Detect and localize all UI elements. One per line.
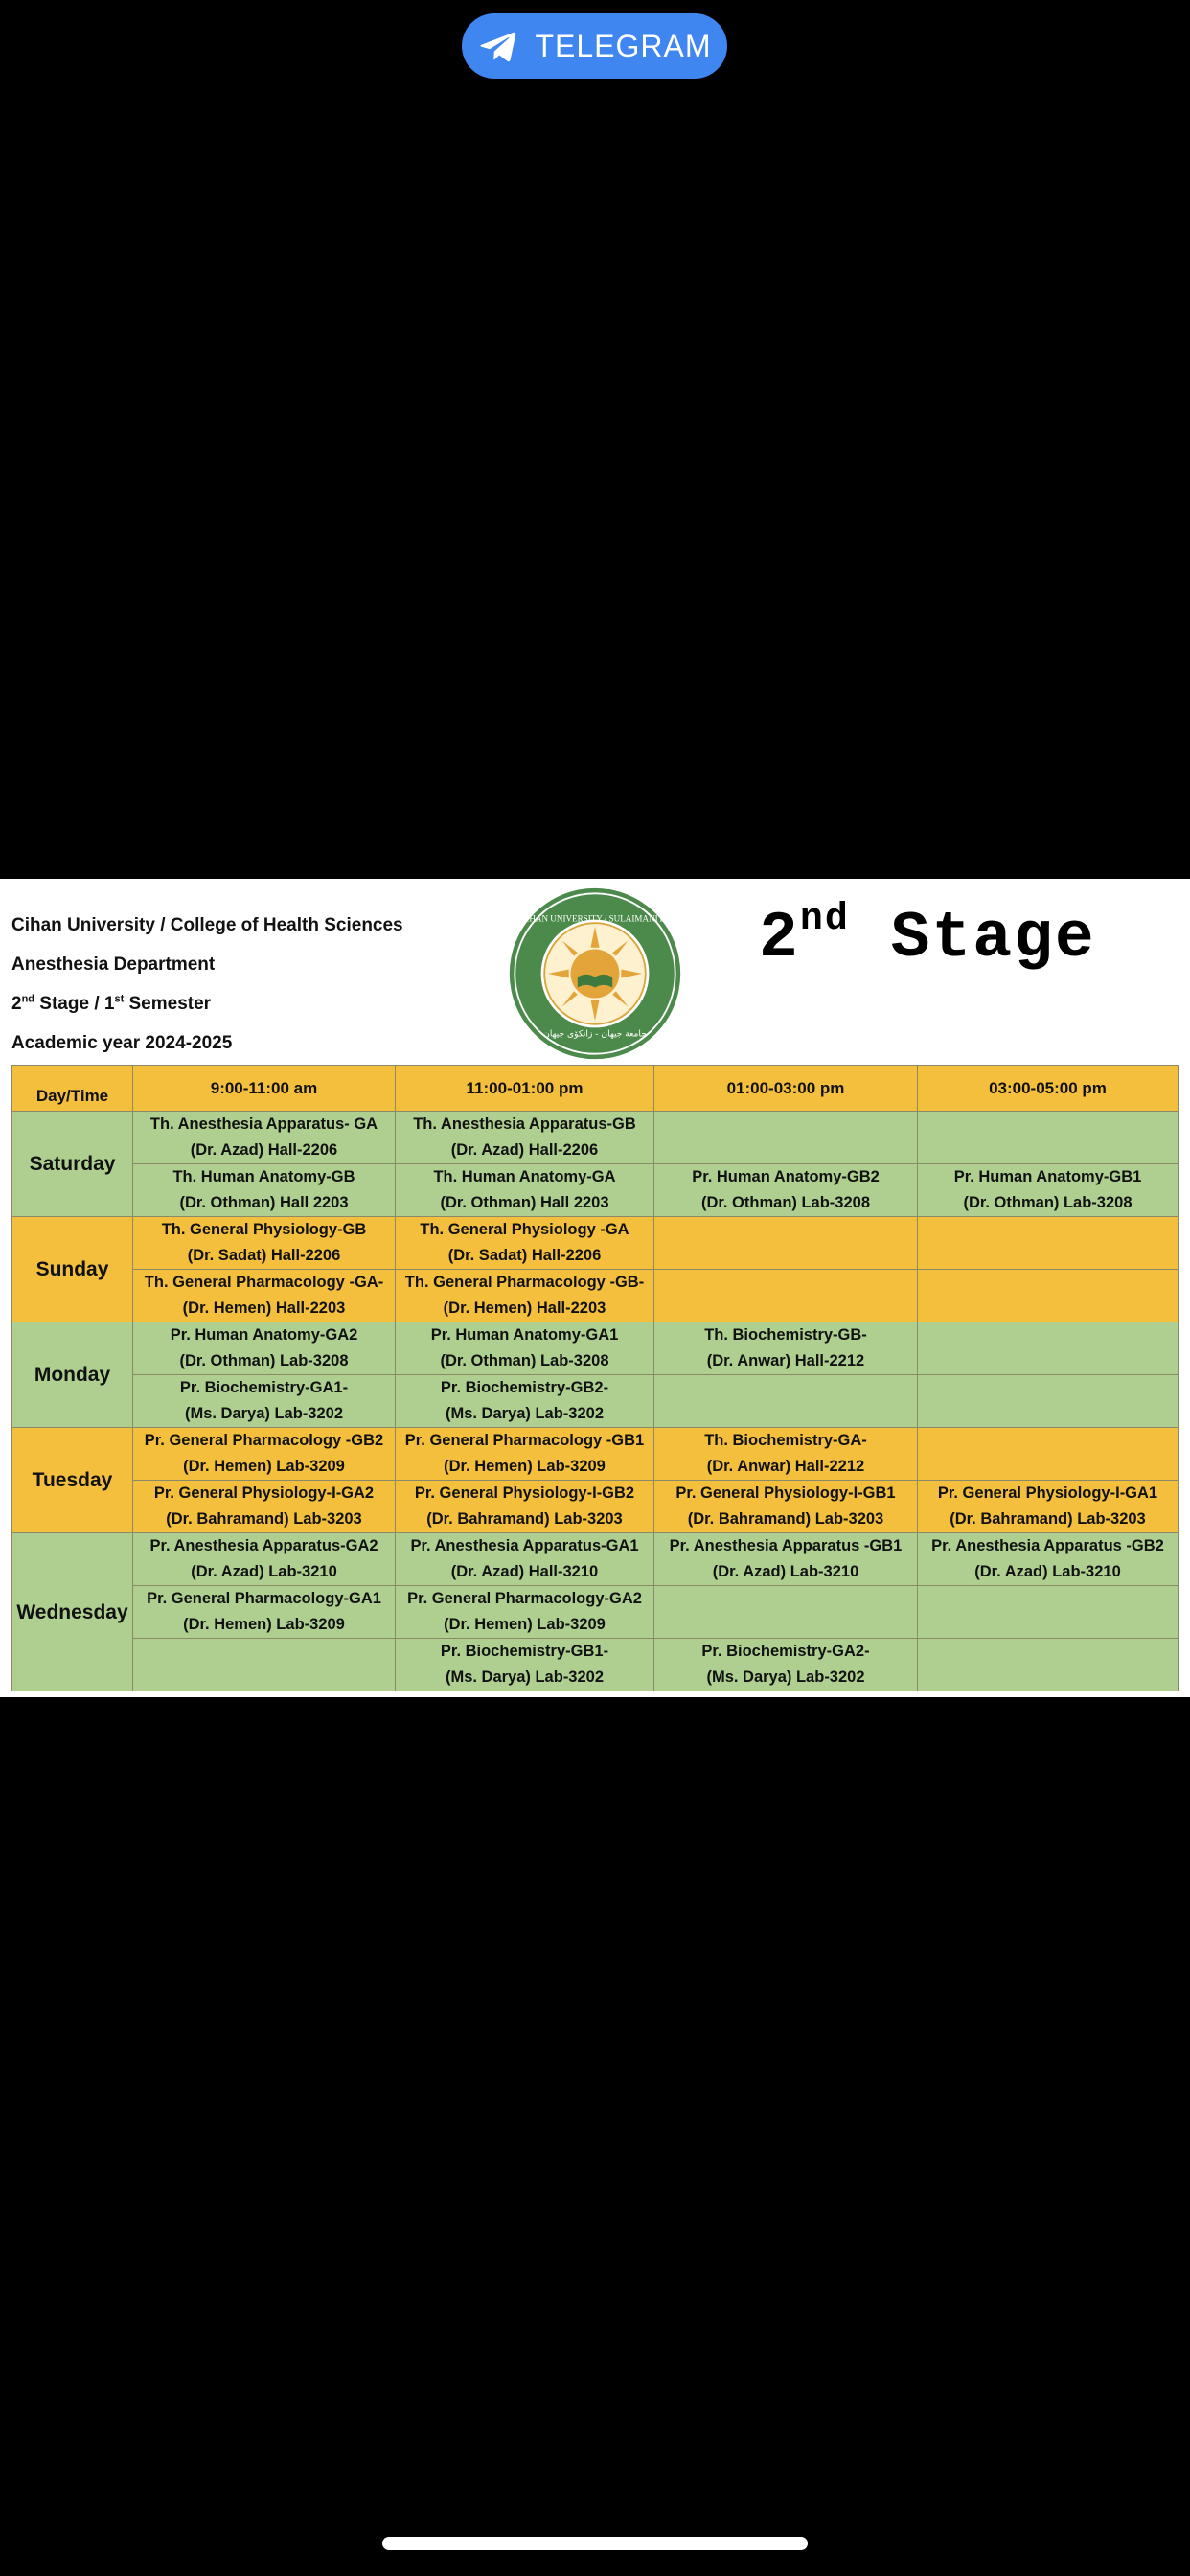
schedule-cell (133, 1533, 396, 1586)
schedule-cell (918, 1586, 1179, 1639)
course-title: Th. Human Anatomy-GB (172, 1168, 355, 1185)
schedule-cell (918, 1428, 1179, 1481)
schedule-image (0, 879, 1190, 1697)
schedule-cell (396, 1270, 654, 1322)
university-line: Cihan University / College of Health Sciences (11, 915, 403, 935)
header-cell: 9:00-11:00 am (133, 1066, 396, 1112)
instructor-room: (Dr. Othman) Lab-3208 (440, 1352, 609, 1369)
course-title: Pr. General Pharmacology-GA2 (407, 1590, 642, 1607)
schedule-cell (133, 1375, 396, 1428)
schedule-cell (918, 1481, 1179, 1533)
schedule-table (11, 1065, 1179, 1691)
course-title: Th. General Pharmacology -GB- (404, 1274, 645, 1291)
instructor-room: (Dr. Azad) Lab-3210 (191, 1563, 337, 1580)
schedule-cell (918, 1112, 1179, 1164)
schedule-cell (133, 1639, 396, 1691)
table-row (12, 1270, 1179, 1322)
document-header (11, 906, 403, 1063)
schedule-cell (396, 1481, 654, 1533)
instructor-room: (Dr. Othman) Hall 2203 (179, 1194, 349, 1211)
academic-year-line: Academic year 2024-2025 (11, 1033, 233, 1053)
schedule-cell (396, 1112, 654, 1164)
course-title: Pr. General Physiology-I-GB1 (675, 1484, 896, 1502)
schedule-cell (654, 1217, 918, 1270)
course-title: Pr. Biochemistry-GB2- (440, 1379, 609, 1396)
table-row (12, 1322, 1179, 1375)
instructor-room: (Dr. Bahramand) Lab-3203 (687, 1510, 884, 1528)
instructor-room: (Dr. Othman) Hall 2203 (440, 1194, 609, 1211)
course-title: Th. Anesthesia Apparatus-GB (413, 1116, 636, 1133)
course-title: Th. Human Anatomy-GA (433, 1168, 616, 1185)
schedule-cell (396, 1322, 654, 1375)
table-row (12, 1533, 1179, 1586)
course-title: Pr. Anesthesia Apparatus -GB1 (669, 1537, 903, 1554)
header-cell: 03:00-05:00 pm (918, 1066, 1179, 1112)
schedule-cell (654, 1586, 918, 1639)
instructor-room: (Ms. Darya) Lab-3202 (445, 1405, 605, 1422)
instructor-room: (Dr. Azad) Lab-3210 (974, 1563, 1121, 1580)
day-cell: Monday (12, 1322, 133, 1428)
course-title: Pr. General Pharmacology-GA1 (147, 1590, 381, 1607)
course-title: Th. Biochemistry-GB- (704, 1326, 867, 1344)
instructor-room: (Dr. Hemen) Lab-3209 (183, 1458, 345, 1475)
schedule-cell (918, 1639, 1179, 1691)
schedule-cell (654, 1481, 918, 1533)
course-title: Th. General Physiology -GA (420, 1221, 629, 1238)
course-title: Th. Anesthesia Apparatus- GA (149, 1116, 378, 1133)
schedule-cell (396, 1533, 654, 1586)
schedule-cell (918, 1164, 1179, 1217)
instructor-room: (Dr. Hemen) Lab-3209 (183, 1616, 345, 1633)
header-cell: 11:00-01:00 pm (396, 1066, 654, 1112)
instructor-room: (Dr. Hemen) Lab-3209 (444, 1616, 606, 1633)
table-row (12, 1481, 1179, 1533)
instructor-room: (Dr. Sadat) Hall-2206 (447, 1247, 602, 1264)
instructor-room: (Dr. Hemen) Hall-2203 (182, 1300, 346, 1317)
table-header-row (12, 1066, 1179, 1112)
instructor-room: (Ms. Darya) Lab-3202 (445, 1668, 605, 1686)
home-indicator[interactable] (382, 2537, 808, 2550)
schedule-cell (133, 1481, 396, 1533)
course-title: Pr. General Physiology-I-GB2 (414, 1484, 635, 1502)
course-title: Pr. Human Anatomy-GB1 (953, 1168, 1142, 1185)
day-cell: Sunday (12, 1217, 133, 1322)
instructor-room: (Dr. Anwar) Hall-2212 (706, 1352, 865, 1369)
course-title: Th. Biochemistry-GA- (704, 1432, 867, 1449)
schedule-cell (654, 1533, 918, 1586)
header-cell: 01:00-03:00 pm (654, 1066, 918, 1112)
schedule-cell (918, 1270, 1179, 1322)
course-title: Th. General Pharmacology -GA- (144, 1274, 384, 1291)
stage-title: 2nd Stage (759, 898, 1096, 976)
instructor-room: (Dr. Azad) Hall-3210 (450, 1563, 599, 1580)
course-title: Pr. Biochemistry-GB1- (440, 1643, 609, 1660)
telegram-icon (477, 25, 519, 67)
instructor-room: (Dr. Azad) Hall-2206 (450, 1141, 599, 1159)
instructor-room: (Dr. Othman) Lab-3208 (179, 1352, 349, 1369)
schedule-cell (918, 1533, 1179, 1586)
schedule-cell (396, 1586, 654, 1639)
table-row (12, 1375, 1179, 1428)
instructor-room: (Dr. Azad) Hall-2206 (190, 1141, 338, 1159)
schedule-cell (133, 1112, 396, 1164)
course-title: Pr. Biochemistry-GA1- (179, 1379, 349, 1396)
day-cell: Tuesday (12, 1428, 133, 1533)
schedule-cell (654, 1322, 918, 1375)
schedule-cell (918, 1322, 1179, 1375)
table-row (12, 1639, 1179, 1691)
table-row (12, 1112, 1179, 1164)
course-title: Pr. General Pharmacology -GB1 (404, 1432, 645, 1449)
table-row (12, 1217, 1179, 1270)
course-title: Pr. Human Anatomy-GB2 (692, 1168, 880, 1185)
instructor-room: (Dr. Bahramand) Lab-3203 (950, 1510, 1146, 1528)
instructor-room: (Ms. Darya) Lab-3202 (184, 1405, 344, 1422)
schedule-cell (654, 1639, 918, 1691)
instructor-room: (Dr. Hemen) Lab-3209 (444, 1458, 606, 1475)
header-cell: Day/Time (12, 1066, 133, 1112)
instructor-room: (Dr. Othman) Lab-3208 (963, 1194, 1133, 1211)
department-line: Anesthesia Department (11, 954, 216, 975)
course-title: Pr. Biochemistry-GA2- (701, 1643, 870, 1660)
table-row (12, 1586, 1179, 1639)
course-title: Pr. Human Anatomy-GA1 (430, 1326, 619, 1344)
schedule-cell (133, 1270, 396, 1322)
schedule-cell (396, 1164, 654, 1217)
logo-ring-text-bottom: جامعة جيهان - زانكۆی جيهان (543, 1029, 647, 1040)
telegram-label: TELEGRAM (535, 28, 712, 63)
instructor-room: (Dr. Sadat) Hall-2206 (187, 1247, 341, 1264)
course-title: Pr. Anesthesia Apparatus-GA2 (149, 1537, 378, 1554)
schedule-cell (396, 1375, 654, 1428)
schedule-cell (654, 1112, 918, 1164)
instructor-room: (Dr. Othman) Lab-3208 (700, 1194, 871, 1211)
day-cell: Saturday (12, 1112, 133, 1217)
telegram-button[interactable] (462, 13, 727, 79)
course-title: Pr. General Pharmacology -GB2 (144, 1432, 384, 1449)
schedule-cell (133, 1164, 396, 1217)
schedule-cell (918, 1217, 1179, 1270)
schedule-cell (654, 1270, 918, 1322)
schedule-cell (654, 1164, 918, 1217)
schedule-cell (133, 1322, 396, 1375)
course-title: Pr. General Physiology-I-GA2 (153, 1484, 375, 1502)
instructor-room: (Dr. Azad) Lab-3210 (712, 1563, 859, 1580)
logo-ring-text-top: CIHAN UNIVERSITY / SULAIMANIYA (520, 913, 670, 924)
schedule-cell (396, 1639, 654, 1691)
course-title: Pr. Anesthesia Apparatus-GA1 (410, 1537, 639, 1554)
course-title: Pr. General Physiology-I-GA1 (937, 1484, 1158, 1502)
schedule-cell (396, 1428, 654, 1481)
table-row (12, 1428, 1179, 1481)
course-title: Pr. Human Anatomy-GA2 (170, 1326, 358, 1344)
day-cell: Wednesday (12, 1533, 133, 1691)
schedule-cell (133, 1586, 396, 1639)
schedule-cell (654, 1375, 918, 1428)
schedule-cell (396, 1217, 654, 1270)
instructor-room: (Dr. Anwar) Hall-2212 (706, 1458, 865, 1475)
schedule-cell (654, 1428, 918, 1481)
schedule-cell (133, 1217, 396, 1270)
instructor-room: (Dr. Bahramand) Lab-3203 (426, 1510, 623, 1528)
course-title: Pr. Anesthesia Apparatus -GB2 (931, 1537, 1164, 1554)
university-logo (508, 886, 682, 1061)
table-row (12, 1164, 1179, 1217)
instructor-room: (Dr. Bahramand) Lab-3203 (166, 1510, 362, 1528)
stage-semester-line: 2nd Stage / 1st Semester (11, 993, 212, 1014)
instructor-room: (Ms. Darya) Lab-3202 (706, 1668, 865, 1686)
instructor-room: (Dr. Hemen) Hall-2203 (443, 1300, 606, 1317)
schedule-cell (133, 1428, 396, 1481)
schedule-cell (918, 1375, 1179, 1428)
course-title: Th. General Physiology-GB (161, 1221, 367, 1238)
